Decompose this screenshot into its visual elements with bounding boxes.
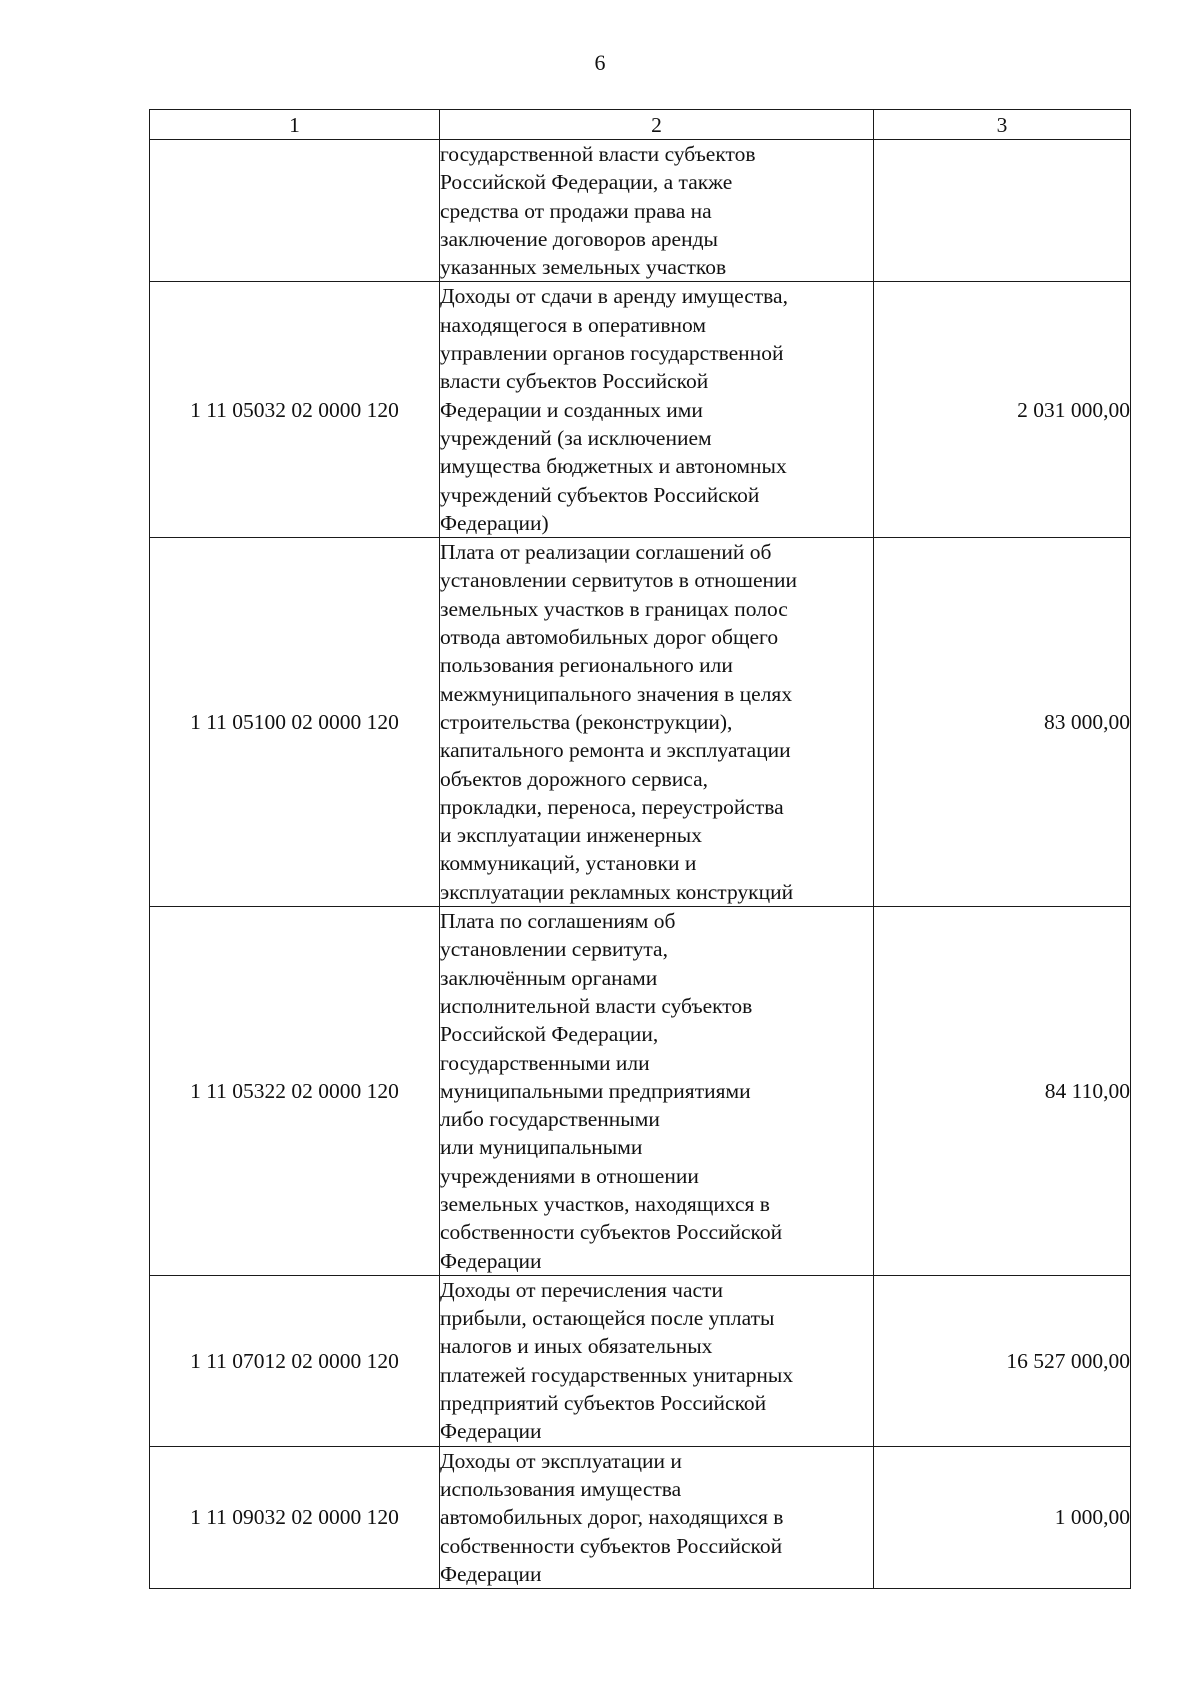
description-line: управлении органов государственной	[440, 341, 784, 366]
description-line: Доходы от эксплуатации и	[440, 1448, 682, 1473]
description-line: земельных участков в границах полос	[440, 596, 788, 621]
budget-code-cell: 1 11 05100 02 0000 120	[150, 538, 440, 907]
description-line: и эксплуатации инженерных	[440, 823, 702, 848]
header-col-3: 3	[874, 110, 1131, 140]
table-row	[150, 282, 1131, 538]
description-line: коммуникаций, установки и	[440, 851, 697, 876]
table-row	[150, 140, 1131, 282]
description-line: прибыли, остающейся после уплаты	[440, 1306, 775, 1331]
description-line: исполнительной власти субъектов	[440, 993, 753, 1018]
table-row	[150, 907, 1131, 1276]
table-row	[150, 1446, 1131, 1588]
description-line: учреждениями в отношении	[440, 1163, 699, 1188]
description-line: государственной власти субъектов	[440, 142, 756, 166]
table-row	[150, 538, 1131, 907]
description-line: находящегося в оперативном	[440, 312, 706, 337]
amount-cell: 83 000,00	[874, 538, 1131, 907]
description-line: налогов и иных обязательных	[440, 1334, 713, 1359]
description-line: установлении сервитутов в отношении	[440, 568, 798, 593]
description-line: собственности субъектов Российской	[440, 1533, 783, 1558]
description-line: Плата по соглашениям об	[440, 909, 676, 934]
table-body	[150, 140, 1131, 1589]
amount-cell	[874, 140, 1131, 282]
description-line: земельных участков, находящихся в	[440, 1191, 770, 1216]
budget-code-cell: 1 11 09032 02 0000 120	[150, 1446, 440, 1588]
description-line: Доходы от сдачи в аренду имущества,	[440, 284, 788, 309]
budget-code-cell: 1 11 05322 02 0000 120	[150, 907, 440, 1276]
amount-cell: 84 110,00	[874, 907, 1131, 1276]
header-col-1: 1	[150, 110, 440, 140]
description-line: власти субъектов Российской	[440, 369, 709, 394]
budget-code-cell	[150, 140, 440, 282]
description-line: собственности субъектов Российской	[440, 1220, 783, 1245]
description-line: заключённым органами	[440, 965, 658, 990]
description-line: использования имущества	[440, 1476, 682, 1501]
description-cell	[440, 140, 874, 282]
description-line: имущества бюджетных и автономных	[440, 454, 787, 479]
description-line: Федерации	[440, 1561, 542, 1586]
description-line: Федерации и созданных ими	[440, 397, 703, 422]
description-line: автомобильных дорог, находящихся в	[440, 1505, 784, 1530]
description-cell	[440, 282, 874, 538]
description-line: муниципальными предприятиями	[440, 1078, 751, 1103]
description-line: предприятий субъектов Российской	[440, 1391, 767, 1416]
description-line: государственными или	[440, 1050, 650, 1075]
description-line: установлении сервитута,	[440, 937, 668, 962]
description-line: строительства (реконструкции),	[440, 709, 733, 734]
description-line: учреждений субъектов Российской	[440, 482, 760, 507]
amount-cell: 16 527 000,00	[874, 1275, 1131, 1446]
description-line: объектов дорожного сервиса,	[440, 766, 709, 791]
description-line: прокладки, переноса, переустройства	[440, 794, 784, 819]
description-line: эксплуатации рекламных конструкций	[440, 879, 794, 904]
budget-code-cell: 1 11 07012 02 0000 120	[150, 1275, 440, 1446]
table-row	[150, 1275, 1131, 1446]
description-cell	[440, 907, 874, 1276]
budget-code-cell: 1 11 05032 02 0000 120	[150, 282, 440, 538]
description-line: учреждений (за исключением	[440, 425, 712, 450]
description-line: Российской Федерации,	[440, 1022, 659, 1047]
header-col-2: 2	[440, 110, 874, 140]
description-line: указанных земельных участков	[440, 255, 727, 280]
description-cell	[440, 1446, 874, 1588]
description-line: заключение договоров аренды	[440, 226, 718, 251]
description-line: пользования регионального или	[440, 653, 733, 678]
description-line: Федерации	[440, 1419, 542, 1444]
description-line: или муниципальными	[440, 1135, 643, 1160]
header-row	[150, 110, 1131, 140]
description-line: средства от продажи права на	[440, 198, 712, 223]
table-header	[150, 110, 1131, 140]
amount-cell: 1 000,00	[874, 1446, 1131, 1588]
description-line: Плата от реализации соглашений об	[440, 540, 772, 565]
description-line: Федерации)	[440, 510, 549, 535]
amount-cell: 2 031 000,00	[874, 282, 1131, 538]
page-number: 6	[594, 50, 606, 75]
revenue-table	[149, 109, 1131, 1589]
description-line: либо государственными	[440, 1107, 660, 1132]
description-line: платежей государственных унитарных	[440, 1362, 794, 1387]
description-line: Доходы от перечисления части	[440, 1277, 723, 1302]
description-line: межмуниципального значения в целях	[440, 681, 793, 706]
description-line: Российской Федерации, а также	[440, 170, 733, 195]
description-cell	[440, 538, 874, 907]
description-line: капитального ремонта и эксплуатации	[440, 738, 791, 763]
description-cell	[440, 1275, 874, 1446]
description-line: Федерации	[440, 1248, 542, 1273]
description-line: отвода автомобильных дорог общего	[440, 625, 779, 650]
